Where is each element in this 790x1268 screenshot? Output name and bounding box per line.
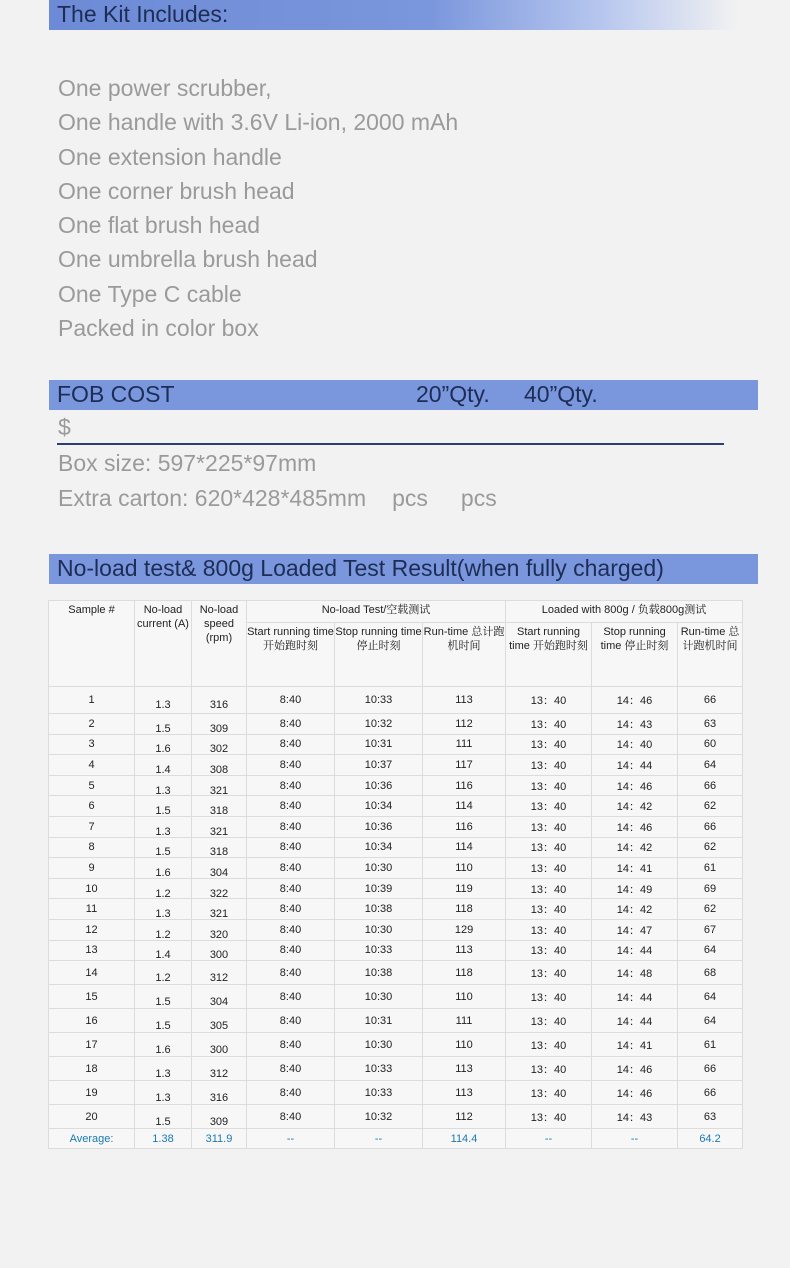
header-ld-start: Start running time 开始跑时刻 — [506, 623, 592, 687]
table-row — [49, 985, 743, 1009]
kit-item: One extension handle — [58, 143, 282, 170]
price-divider — [57, 443, 724, 445]
nl-stop-cell: 10:30 — [335, 1033, 423, 1057]
header-sample: Sample # — [49, 601, 135, 687]
speed-cell: 304 — [192, 858, 247, 879]
current-cell: 1.5 — [135, 796, 192, 817]
ld-stop-cell: 14：43 — [592, 1105, 678, 1129]
ld-runtime-cell: 60 — [678, 734, 743, 755]
sample-cell: 16 — [49, 1009, 135, 1033]
sample-cell: 2 — [49, 714, 135, 735]
nl-stop-cell: 10:33 — [335, 1081, 423, 1105]
ld-stop-cell: 14：47 — [592, 919, 678, 940]
ld-stop-cell: 14：44 — [592, 1009, 678, 1033]
ld-runtime-cell: 69 — [678, 878, 743, 899]
average-current-cell: 1.38 — [135, 1129, 192, 1149]
fob-cost-title: FOB COST — [57, 381, 175, 407]
nl-runtime-cell: 118 — [423, 899, 506, 920]
ld-runtime-cell: 64 — [678, 1009, 743, 1033]
sample-cell: 14 — [49, 961, 135, 985]
speed-cell: 309 — [192, 714, 247, 735]
current-cell: 1.5 — [135, 1009, 192, 1033]
ld-start-cell: 13：40 — [506, 734, 592, 755]
nl-stop-cell: 10:34 — [335, 837, 423, 858]
kit-item: One Type C cable — [58, 280, 242, 307]
ld-runtime-cell: 66 — [678, 1057, 743, 1081]
current-cell: 1.3 — [135, 775, 192, 796]
average-speed-cell: 311.9 — [192, 1129, 247, 1149]
sample-cell: 12 — [49, 919, 135, 940]
box-size: Box size: 597*225*97mm — [58, 450, 317, 476]
header-nl-stop: Stop running time 停止时刻 — [335, 623, 423, 687]
ld-start-cell: 13：40 — [506, 1057, 592, 1081]
sample-cell: 5 — [49, 775, 135, 796]
nl-start-cell: 8:40 — [247, 858, 335, 879]
speed-cell: 318 — [192, 796, 247, 817]
nl-runtime-cell: 113 — [423, 687, 506, 714]
average-ld-stop-cell: -- — [592, 1129, 678, 1149]
nl-stop-cell: 10:33 — [335, 687, 423, 714]
nl-runtime-cell: 113 — [423, 1081, 506, 1105]
table-row — [49, 961, 743, 985]
nl-start-cell: 8:40 — [247, 1081, 335, 1105]
table-row — [49, 775, 743, 796]
sample-cell: 19 — [49, 1081, 135, 1105]
sample-cell: 20 — [49, 1105, 135, 1129]
test-result-table — [48, 600, 743, 1149]
nl-runtime-cell: 112 — [423, 1105, 506, 1129]
qty-40-label: 40”Qty. — [524, 381, 598, 407]
speed-cell: 316 — [192, 1081, 247, 1105]
table-row — [49, 1033, 743, 1057]
header-ld-stop: Stop running time 停止时刻 — [592, 623, 678, 687]
current-cell: 1.4 — [135, 755, 192, 776]
kit-item: One handle with 3.6V Li-ion, 2000 mAh — [58, 109, 459, 136]
nl-stop-cell: 10:38 — [335, 899, 423, 920]
sample-cell: 6 — [49, 796, 135, 817]
ld-start-cell: 13：40 — [506, 1081, 592, 1105]
nl-runtime-cell: 119 — [423, 878, 506, 899]
fob-cost-header — [49, 380, 758, 410]
extra-carton-size: Extra carton: 620*428*485mm — [58, 485, 367, 511]
nl-runtime-cell: 110 — [423, 1033, 506, 1057]
nl-stop-cell: 10:31 — [335, 734, 423, 755]
speed-cell: 318 — [192, 837, 247, 858]
current-cell: 1.2 — [135, 919, 192, 940]
average-ld-runtime-cell: 64.2 — [678, 1129, 743, 1149]
ld-runtime-cell: 64 — [678, 940, 743, 961]
ld-start-cell: 13：40 — [506, 755, 592, 776]
ld-stop-cell: 14：42 — [592, 837, 678, 858]
ld-stop-cell: 14：49 — [592, 878, 678, 899]
average-nl-runtime-cell: 114.4 — [423, 1129, 506, 1149]
header-nl-start: Start running time 开始跑时刻 — [247, 623, 335, 687]
current-cell: 1.2 — [135, 878, 192, 899]
header-noload-speed: No-load speed (rpm) — [192, 601, 247, 687]
table-row — [49, 816, 743, 837]
ld-runtime-cell: 64 — [678, 755, 743, 776]
nl-runtime-cell: 113 — [423, 940, 506, 961]
speed-cell: 304 — [192, 985, 247, 1009]
nl-runtime-cell: 111 — [423, 734, 506, 755]
kit-item: One power scrubber, — [58, 75, 272, 101]
average-nl-start-cell: -- — [247, 1129, 335, 1149]
kit-item: One flat brush head — [58, 212, 261, 239]
ld-start-cell: 13：40 — [506, 775, 592, 796]
nl-start-cell: 8:40 — [247, 899, 335, 920]
nl-runtime-cell: 117 — [423, 755, 506, 776]
ld-start-cell: 13：40 — [506, 714, 592, 735]
ld-stop-cell: 14：41 — [592, 858, 678, 879]
nl-start-cell: 8:40 — [247, 1033, 335, 1057]
speed-cell: 302 — [192, 734, 247, 755]
speed-cell: 322 — [192, 878, 247, 899]
speed-cell: 320 — [192, 919, 247, 940]
nl-stop-cell: 10:38 — [335, 961, 423, 985]
average-ld-start-cell: -- — [506, 1129, 592, 1149]
table-row — [49, 837, 743, 858]
nl-start-cell: 8:40 — [247, 687, 335, 714]
nl-runtime-cell: 116 — [423, 816, 506, 837]
current-cell: 1.6 — [135, 734, 192, 755]
current-cell: 1.3 — [135, 1081, 192, 1105]
nl-start-cell: 8:40 — [247, 775, 335, 796]
ld-start-cell: 13：40 — [506, 940, 592, 961]
nl-stop-cell: 10:32 — [335, 714, 423, 735]
nl-start-cell: 8:40 — [247, 940, 335, 961]
sample-cell: 17 — [49, 1033, 135, 1057]
nl-runtime-cell: 110 — [423, 858, 506, 879]
ld-stop-cell: 14：40 — [592, 734, 678, 755]
current-cell: 1.5 — [135, 837, 192, 858]
nl-stop-cell: 10:30 — [335, 985, 423, 1009]
nl-stop-cell: 10:39 — [335, 878, 423, 899]
ld-start-cell: 13：40 — [506, 899, 592, 920]
speed-cell: 321 — [192, 816, 247, 837]
speed-cell: 312 — [192, 1057, 247, 1081]
ld-runtime-cell: 62 — [678, 796, 743, 817]
ld-runtime-cell: 64 — [678, 985, 743, 1009]
ld-runtime-cell: 68 — [678, 961, 743, 985]
nl-start-cell: 8:40 — [247, 1105, 335, 1129]
kit-items-list — [58, 71, 458, 345]
nl-start-cell: 8:40 — [247, 961, 335, 985]
nl-start-cell: 8:40 — [247, 837, 335, 858]
speed-cell: 321 — [192, 775, 247, 796]
current-cell: 1.5 — [135, 1105, 192, 1129]
ld-runtime-cell: 63 — [678, 1105, 743, 1129]
nl-start-cell: 8:40 — [247, 985, 335, 1009]
speed-cell: 309 — [192, 1105, 247, 1129]
table-row — [49, 796, 743, 817]
ld-stop-cell: 14：46 — [592, 1057, 678, 1081]
table-row — [49, 1057, 743, 1081]
nl-start-cell: 8:40 — [247, 1057, 335, 1081]
ld-stop-cell: 14：44 — [592, 940, 678, 961]
ld-start-cell: 13：40 — [506, 1105, 592, 1129]
ld-start-cell: 13：40 — [506, 796, 592, 817]
ld-start-cell: 13：40 — [506, 985, 592, 1009]
nl-start-cell: 8:40 — [247, 714, 335, 735]
currency-symbol: $ — [58, 414, 71, 440]
ld-stop-cell: 14：48 — [592, 961, 678, 985]
table-row — [49, 1009, 743, 1033]
extra-carton — [58, 485, 497, 512]
header-noload-test: No-load Test/空载测试 — [247, 601, 506, 623]
ld-stop-cell: 14：42 — [592, 899, 678, 920]
nl-runtime-cell: 111 — [423, 1009, 506, 1033]
speed-cell: 300 — [192, 940, 247, 961]
nl-runtime-cell: 116 — [423, 775, 506, 796]
sample-cell: 13 — [49, 940, 135, 961]
kit-section-title: The Kit Includes: — [49, 0, 739, 30]
nl-start-cell: 8:40 — [247, 755, 335, 776]
nl-start-cell: 8:40 — [247, 919, 335, 940]
nl-runtime-cell: 113 — [423, 1057, 506, 1081]
nl-start-cell: 8:40 — [247, 734, 335, 755]
table-row — [49, 1105, 743, 1129]
table-row — [49, 919, 743, 940]
ld-runtime-cell: 61 — [678, 1033, 743, 1057]
test-section-title: No-load test& 800g Loaded Test Result(when fully charged) — [49, 554, 758, 584]
ld-runtime-cell: 66 — [678, 775, 743, 796]
nl-stop-cell: 10:33 — [335, 940, 423, 961]
average-sample-cell: Average: — [49, 1129, 135, 1149]
speed-cell: 312 — [192, 961, 247, 985]
current-cell: 1.6 — [135, 858, 192, 879]
current-cell: 1.2 — [135, 961, 192, 985]
kit-item: Packed in color box — [58, 315, 259, 342]
table-row — [49, 755, 743, 776]
nl-runtime-cell: 118 — [423, 961, 506, 985]
sample-cell: 18 — [49, 1057, 135, 1081]
ld-stop-cell: 14：46 — [592, 1081, 678, 1105]
nl-start-cell: 8:40 — [247, 816, 335, 837]
ld-start-cell: 13：40 — [506, 919, 592, 940]
current-cell: 1.3 — [135, 1057, 192, 1081]
nl-runtime-cell: 114 — [423, 796, 506, 817]
sample-cell: 8 — [49, 837, 135, 858]
nl-start-cell: 8:40 — [247, 878, 335, 899]
table-row — [49, 940, 743, 961]
header-nl-runtime: Run-time 总计跑机时间 — [423, 623, 506, 687]
pcs-40-label: pcs — [460, 485, 497, 511]
ld-stop-cell: 14：44 — [592, 755, 678, 776]
table-row — [49, 1081, 743, 1105]
speed-cell: 308 — [192, 755, 247, 776]
table-row — [49, 714, 743, 735]
pcs-20-label: pcs — [392, 485, 428, 511]
nl-start-cell: 8:40 — [247, 796, 335, 817]
kit-item: One corner brush head — [58, 177, 295, 204]
ld-runtime-cell: 66 — [678, 1081, 743, 1105]
speed-cell: 305 — [192, 1009, 247, 1033]
ld-stop-cell: 14：44 — [592, 985, 678, 1009]
ld-start-cell: 13：40 — [506, 837, 592, 858]
speed-cell: 300 — [192, 1033, 247, 1057]
ld-start-cell: 13：40 — [506, 1033, 592, 1057]
ld-runtime-cell: 66 — [678, 687, 743, 714]
speed-cell: 321 — [192, 899, 247, 920]
sample-cell: 15 — [49, 985, 135, 1009]
ld-start-cell: 13：40 — [506, 1009, 592, 1033]
table-row — [49, 687, 743, 714]
nl-stop-cell: 10:32 — [335, 1105, 423, 1129]
nl-runtime-cell: 129 — [423, 919, 506, 940]
ld-stop-cell: 14：46 — [592, 816, 678, 837]
ld-start-cell: 13：40 — [506, 816, 592, 837]
nl-stop-cell: 10:33 — [335, 1057, 423, 1081]
nl-stop-cell: 10:37 — [335, 755, 423, 776]
kit-item: One umbrella brush head — [58, 246, 318, 273]
nl-stop-cell: 10:36 — [335, 816, 423, 837]
current-cell: 1.3 — [135, 687, 192, 714]
header-ld-runtime: Run-time 总计跑机时间 — [678, 623, 743, 687]
nl-stop-cell: 10:30 — [335, 919, 423, 940]
current-cell: 1.4 — [135, 940, 192, 961]
nl-runtime-cell: 110 — [423, 985, 506, 1009]
ld-stop-cell: 14：46 — [592, 687, 678, 714]
sample-cell: 11 — [49, 899, 135, 920]
nl-runtime-cell: 112 — [423, 714, 506, 735]
table-row — [49, 899, 743, 920]
ld-runtime-cell: 61 — [678, 858, 743, 879]
header-loaded-test: Loaded with 800g / 负载800g测试 — [506, 601, 743, 623]
current-cell: 1.5 — [135, 714, 192, 735]
ld-runtime-cell: 67 — [678, 919, 743, 940]
current-cell: 1.3 — [135, 899, 192, 920]
nl-stop-cell: 10:36 — [335, 775, 423, 796]
sample-cell: 7 — [49, 816, 135, 837]
nl-runtime-cell: 114 — [423, 837, 506, 858]
ld-runtime-cell: 63 — [678, 714, 743, 735]
ld-start-cell: 13：40 — [506, 878, 592, 899]
ld-runtime-cell: 62 — [678, 899, 743, 920]
ld-stop-cell: 14：41 — [592, 1033, 678, 1057]
ld-start-cell: 13：40 — [506, 858, 592, 879]
sample-cell: 10 — [49, 878, 135, 899]
sample-cell: 4 — [49, 755, 135, 776]
ld-runtime-cell: 62 — [678, 837, 743, 858]
current-cell: 1.5 — [135, 985, 192, 1009]
average-nl-stop-cell: -- — [335, 1129, 423, 1149]
nl-stop-cell: 10:31 — [335, 1009, 423, 1033]
nl-stop-cell: 10:34 — [335, 796, 423, 817]
ld-start-cell: 13：40 — [506, 961, 592, 985]
ld-stop-cell: 14：43 — [592, 714, 678, 735]
ld-start-cell: 13：40 — [506, 687, 592, 714]
qty-20-label: 20”Qty. — [416, 381, 490, 407]
sample-cell: 9 — [49, 858, 135, 879]
table-row — [49, 858, 743, 879]
sample-cell: 1 — [49, 687, 135, 714]
current-cell: 1.6 — [135, 1033, 192, 1057]
average-row — [49, 1129, 743, 1149]
header-noload-current: No-load current (A) — [135, 601, 192, 687]
nl-stop-cell: 10:30 — [335, 858, 423, 879]
speed-cell: 316 — [192, 687, 247, 714]
table-row — [49, 878, 743, 899]
ld-stop-cell: 14：42 — [592, 796, 678, 817]
table-row — [49, 734, 743, 755]
ld-stop-cell: 14：46 — [592, 775, 678, 796]
ld-runtime-cell: 66 — [678, 816, 743, 837]
sample-cell: 3 — [49, 734, 135, 755]
nl-start-cell: 8:40 — [247, 1009, 335, 1033]
current-cell: 1.3 — [135, 816, 192, 837]
